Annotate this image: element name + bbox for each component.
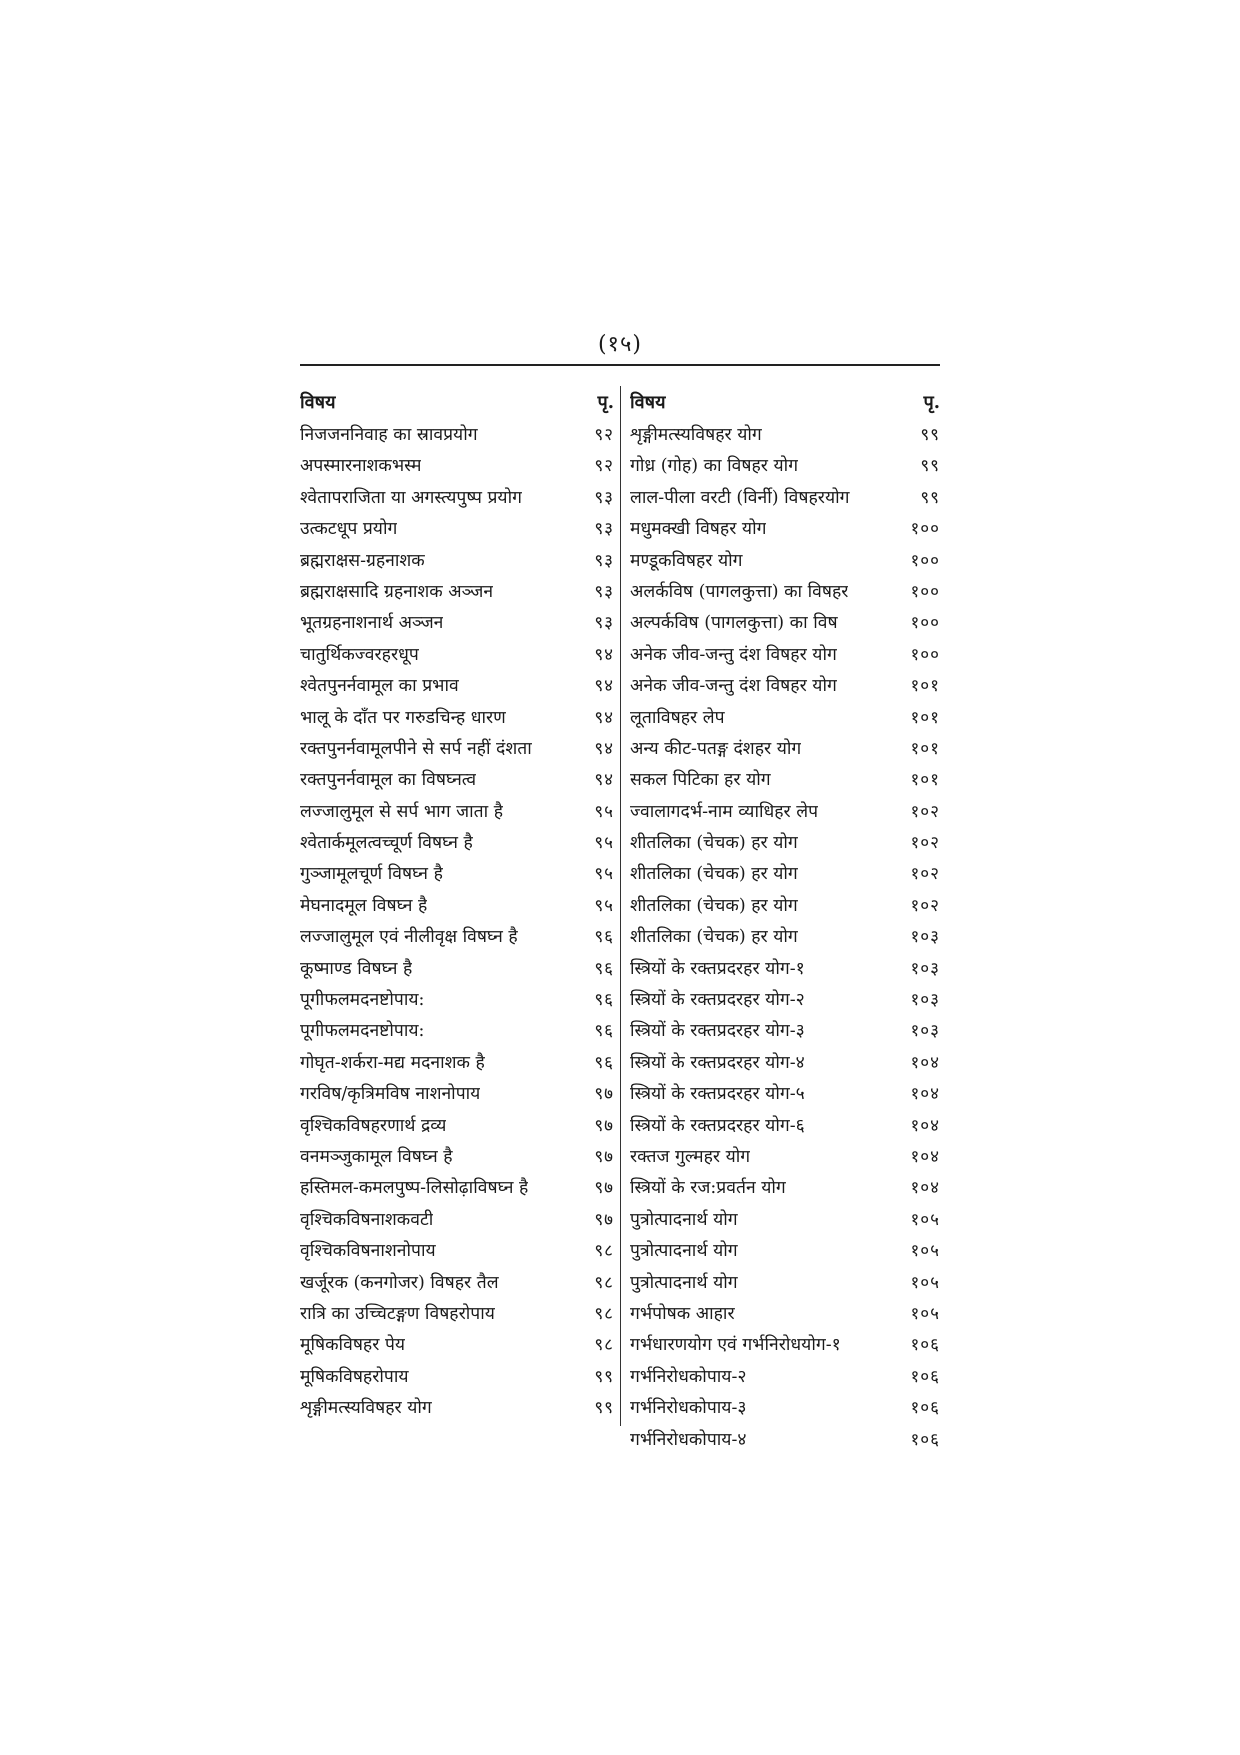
toc-entry — [630, 1016, 940, 1047]
column-header-page: पृ. — [923, 392, 940, 413]
toc-entry-page: ९४ — [594, 770, 614, 791]
toc-entry-title: गर्भधारणयोग एवं गर्भनिरोधयोग-१ — [630, 1335, 841, 1356]
toc-entry — [630, 451, 940, 482]
toc-entry — [300, 1079, 614, 1110]
toc-entry-page: १०४ — [910, 1115, 940, 1136]
toc-entry-page: ९८ — [594, 1335, 614, 1356]
column-divider — [620, 386, 621, 1426]
toc-entry — [300, 859, 614, 890]
toc-entry-title: हस्तिमल-कमलपुष्प-लिसोढ़ाविषघ्न है — [300, 1178, 529, 1199]
toc-entry — [630, 765, 940, 796]
toc-entry — [630, 1048, 940, 1079]
toc-entry-title: स्त्रियों के रज:प्रवर्तन योग — [630, 1178, 786, 1199]
toc-entry-page: १०३ — [910, 990, 940, 1011]
toc-entry — [630, 546, 940, 577]
toc-entry-title: शृङ्गीमत्स्यविषहर योग — [300, 1398, 432, 1419]
toc-entry-title: मूषिकविषहरोपाय — [300, 1366, 409, 1387]
toc-entry — [300, 640, 614, 671]
toc-entry — [630, 1142, 940, 1173]
toc-entry-page: १०२ — [910, 864, 940, 885]
toc-entry — [630, 1362, 940, 1393]
toc-entry-title: शृङ्गीमत्स्यविषहर योग — [630, 425, 762, 445]
toc-entry-title: वनमञ्जुकामूल विषघ्न है — [300, 1146, 453, 1167]
toc-entry-title: अन्य कीट-पतङ्ग दंशहर योग — [630, 738, 802, 759]
toc-entry-page: ९६ — [594, 1021, 614, 1042]
toc-entry — [630, 734, 940, 765]
toc-entry — [630, 1425, 940, 1456]
toc-entry-title: अनेक जीव-जन्तु दंश विषहर योग — [630, 644, 837, 665]
toc-entry-title: शीतलिका (चेचक) हर योग — [630, 895, 798, 916]
toc-entry-title: अनेक जीव-जन्तु दंश विषहर योग — [630, 676, 837, 697]
toc-entry-title: गर्भनिरोधकोपाय-३ — [630, 1398, 747, 1419]
toc-entry-title: मधुमक्खी विषहर योग — [630, 519, 767, 540]
toc-entry-title: शीतलिका (चेचक) हर योग — [630, 864, 798, 885]
toc-entry-title: मेघनादमूल विषघ्न है — [300, 895, 428, 916]
toc-entry-title: खर्जूरक (कनगोजर) विषहर तैल — [300, 1272, 499, 1293]
toc-entry-title: सकल पिटिका हर योग — [630, 770, 771, 791]
toc-entry-title: भालू के दाँत पर गरुडचिन्ह धारण — [300, 707, 506, 728]
toc-entry-title: उत्कटधूप प्रयोग — [300, 519, 398, 540]
toc-entry-title: मण्डूकविषहर योग — [630, 550, 743, 571]
toc-entry — [300, 703, 614, 734]
toc-entry-title: वृश्चिकविषनाशनोपाय — [300, 1241, 436, 1262]
toc-entry-title: गरविष/कृत्रिमविष नाशनोपाय — [300, 1084, 481, 1105]
toc-entry-title: रक्तपुनर्नवामूल का विषघ्नत्व — [300, 770, 477, 791]
toc-entry — [300, 1111, 614, 1142]
toc-entry-page: ९२ — [594, 456, 614, 477]
toc-entry — [300, 1330, 614, 1361]
toc-entry-title: अलर्कविष (पागलकुत्ता) का विषहर — [630, 581, 849, 602]
toc-entry-page: १०३ — [910, 927, 940, 948]
toc-entry-page: ९३ — [594, 613, 614, 634]
toc-entry-page: १०४ — [910, 1178, 940, 1199]
toc-entry-title: स्त्रियों के रक्तप्रदरहर योग-३ — [630, 1021, 805, 1042]
toc-entry-title: अपस्मारनाशकभस्म — [300, 456, 422, 477]
toc-entry-page: ९५ — [594, 801, 614, 822]
column-header-title: विषय — [300, 392, 336, 413]
toc-entry-title: शीतलिका (चेचक) हर योग — [630, 927, 798, 948]
toc-entry — [630, 985, 940, 1016]
right-column-header — [630, 386, 940, 420]
toc-entry-page: १०१ — [910, 738, 940, 759]
toc-entry-page: १०२ — [910, 895, 940, 916]
toc-entry — [630, 954, 940, 985]
toc-entry-page: ९४ — [594, 707, 614, 728]
toc-entry-page: १०२ — [910, 801, 940, 822]
toc-entry — [300, 797, 614, 828]
toc-entry-title: रक्तज गुल्महर योग — [630, 1146, 751, 1167]
toc-entry — [300, 1299, 614, 1330]
toc-entry-page: ९२ — [594, 425, 614, 445]
toc-entry — [300, 577, 614, 608]
toc-entry — [630, 1079, 940, 1110]
toc-entry — [300, 1268, 614, 1299]
toc-entry-page: ९५ — [594, 864, 614, 885]
toc-entry-page: ९९ — [920, 425, 940, 445]
toc-entry-title: मूषिकविषहर पेय — [300, 1335, 406, 1356]
page-number: (१५) — [597, 332, 643, 357]
toc-entry — [630, 1330, 940, 1361]
right-entry-list — [630, 420, 940, 1456]
toc-entry-title: श्वेतार्कमूलत्वच्चूर्ण विषघ्न है — [300, 833, 473, 854]
toc-entry-title: स्त्रियों के रक्तप्रदरहर योग-२ — [630, 990, 805, 1011]
toc-entry-page: ९४ — [594, 676, 614, 697]
toc-entry-page: ९९ — [594, 1366, 614, 1387]
toc-entry — [300, 451, 614, 482]
toc-entry-page: ९७ — [594, 1115, 614, 1136]
toc-entry-page: १०४ — [910, 1084, 940, 1105]
toc-entry-title: स्त्रियों के रक्तप्रदरहर योग-१ — [630, 958, 805, 979]
toc-entry-page: १०४ — [910, 1052, 940, 1073]
toc-entry — [300, 1205, 614, 1236]
toc-entry-page: ९९ — [920, 456, 940, 477]
toc-entry — [300, 922, 614, 953]
toc-entry-title: पुत्रोत्पादनार्थ योग — [630, 1209, 738, 1230]
toc-entry-page: १०६ — [910, 1398, 940, 1419]
toc-entry — [300, 1142, 614, 1173]
toc-entry — [300, 1393, 614, 1424]
toc-entry-page: १०० — [910, 644, 940, 665]
toc-entry-title: चातुर्थिकज्वरहरधूप — [300, 644, 419, 665]
toc-entry-page: ९५ — [594, 895, 614, 916]
toc-entry-page: ९९ — [920, 487, 940, 508]
toc-entry-page: ९८ — [594, 1241, 614, 1262]
toc-entry — [630, 514, 940, 545]
toc-entry-page: ९६ — [594, 990, 614, 1011]
toc-entry-title: श्वेतपुनर्नवामूल का प्रभाव — [300, 676, 459, 697]
toc-entry — [300, 954, 614, 985]
toc-entry-page: ९३ — [594, 487, 614, 508]
toc-entry-title: ब्रह्मराक्षसादि ग्रहनाशक अञ्जन — [300, 581, 494, 602]
toc-entry — [630, 1205, 940, 1236]
toc-entry-title: शीतलिका (चेचक) हर योग — [630, 833, 798, 854]
toc-entry — [630, 1236, 940, 1267]
toc-entry-page: ९७ — [594, 1084, 614, 1105]
toc-entry — [300, 1048, 614, 1079]
toc-entry-page: ९७ — [594, 1209, 614, 1230]
toc-entry — [630, 671, 940, 702]
toc-entry — [630, 828, 940, 859]
toc-entry — [630, 859, 940, 890]
toc-entry — [300, 546, 614, 577]
left-column-header — [300, 386, 614, 420]
toc-entry-title: स्त्रियों के रक्तप्रदरहर योग-६ — [630, 1115, 805, 1136]
toc-entry — [300, 671, 614, 702]
toc-entry-page: ९९ — [594, 1398, 614, 1419]
toc-entry — [300, 1016, 614, 1047]
toc-entry-title: लूताविषहर लेप — [630, 707, 725, 728]
toc-entry-title: गोघृत-शर्करा-मद्य मदनाशक है — [300, 1052, 485, 1073]
toc-entry-page: १०२ — [910, 833, 940, 854]
toc-entry-page: ९८ — [594, 1272, 614, 1293]
right-column — [630, 386, 940, 1450]
toc-entry — [300, 1362, 614, 1393]
left-entry-list — [300, 420, 614, 1425]
toc-entry-title: वृश्चिकविषहरणार्थ द्रव्य — [300, 1115, 447, 1136]
toc-entry-page: ९६ — [594, 927, 614, 948]
toc-entry-title: गर्भपोषक आहार — [630, 1303, 735, 1324]
toc-entry-page: १०५ — [910, 1241, 940, 1262]
toc-entry-page: १०० — [910, 581, 940, 602]
toc-entry-page: १०३ — [910, 958, 940, 979]
toc-entry-page: १०३ — [910, 1021, 940, 1042]
toc-entry — [300, 1173, 614, 1204]
toc-entry-title: कूष्माण्ड विषघ्न है — [300, 958, 413, 979]
toc-entry-page: १०६ — [910, 1335, 940, 1356]
toc-entry-page: ९४ — [594, 738, 614, 759]
toc-entry-page: १०६ — [910, 1429, 940, 1450]
toc-entry-page: १०६ — [910, 1366, 940, 1387]
toc-entry-page: १०४ — [910, 1146, 940, 1167]
toc-entry-page: १०१ — [910, 676, 940, 697]
toc-entry-page: १०० — [910, 519, 940, 540]
toc-entry-title: लज्जालुमूल एवं नीलीवृक्ष विषघ्न है — [300, 927, 518, 948]
toc-entry-title: लाल-पीला वरटी (विर्नी) विषहरयोग — [630, 487, 850, 508]
toc-entry-title: ज्वालागदर्भ-नाम व्याधिहर लेप — [630, 801, 819, 822]
toc-entry-title: गर्भनिरोधकोपाय-२ — [630, 1366, 747, 1387]
toc-entry-title: रक्तपुनर्नवामूलपीने से सर्प नहीं दंशता — [300, 738, 532, 759]
toc-entry — [300, 734, 614, 765]
toc-entry-title: निजजननिवाह का स्रावप्रयोग — [300, 425, 478, 445]
toc-entry — [630, 1173, 940, 1204]
toc-entry-page: १०१ — [910, 707, 940, 728]
toc-entry — [300, 765, 614, 796]
toc-entry — [630, 608, 940, 639]
toc-entry — [300, 891, 614, 922]
toc-entry — [630, 1268, 940, 1299]
toc-entry-page: ९७ — [594, 1178, 614, 1199]
toc-entry-title: श्वेतापराजिता या अगस्त्यपुष्प प्रयोग — [300, 487, 522, 508]
toc-entry-title: भूतग्रहनाशनार्थ अञ्जन — [300, 613, 444, 634]
toc-entry — [630, 577, 940, 608]
toc-entry-page: १०५ — [910, 1209, 940, 1230]
toc-entry-page: ९६ — [594, 958, 614, 979]
toc-entry — [630, 1393, 940, 1424]
toc-entry-title: स्त्रियों के रक्तप्रदरहर योग-४ — [630, 1052, 805, 1073]
toc-entry-page: १०१ — [910, 770, 940, 791]
toc-entry-title: स्त्रियों के रक्तप्रदरहर योग-५ — [630, 1084, 805, 1105]
toc-entry-page: १०० — [910, 550, 940, 571]
toc-entry — [630, 420, 940, 451]
toc-entry-title: रात्रि का उच्चिटङ्गण विषहरोपाय — [300, 1303, 495, 1324]
toc-entry — [630, 891, 940, 922]
toc-entry-title: पूगीफलमदनष्टोपाय: — [300, 1021, 425, 1042]
toc-entry-page: ९३ — [594, 581, 614, 602]
toc-entry-page: ९८ — [594, 1303, 614, 1324]
toc-entry — [300, 514, 614, 545]
toc-entry-page: १०० — [910, 613, 940, 634]
toc-entry — [630, 640, 940, 671]
toc-entry-page: ९३ — [594, 519, 614, 540]
toc-entry-page: ९३ — [594, 550, 614, 571]
toc-entry-page: १०५ — [910, 1272, 940, 1293]
toc-entry-title: ब्रह्मराक्षस-ग्रहनाशक — [300, 550, 425, 571]
table-of-contents — [300, 386, 940, 1450]
toc-entry — [300, 483, 614, 514]
toc-entry — [630, 797, 940, 828]
toc-entry — [630, 703, 940, 734]
toc-entry — [630, 483, 940, 514]
header-rule — [300, 364, 940, 366]
toc-entry-page: ९५ — [594, 833, 614, 854]
toc-entry — [300, 985, 614, 1016]
left-column — [300, 386, 614, 1426]
toc-entry — [630, 1299, 940, 1330]
toc-entry-title: अल्पर्कविष (पागलकुत्ता) का विष — [630, 613, 838, 634]
toc-entry — [630, 1111, 940, 1142]
column-header-title: विषय — [630, 392, 666, 413]
toc-entry-page: ९४ — [594, 644, 614, 665]
toc-entry — [300, 828, 614, 859]
column-header-page: पृ. — [597, 392, 614, 413]
toc-entry-page: १०५ — [910, 1303, 940, 1324]
toc-entry-title: पुत्रोत्पादनार्थ योग — [630, 1272, 738, 1293]
toc-entry-title: वृश्चिकविषनाशकवटी — [300, 1209, 434, 1230]
toc-entry-title: पूगीफलमदनष्टोपाय: — [300, 990, 425, 1011]
toc-entry-title: गुञ्जामूलचूर्ण विषघ्न है — [300, 864, 443, 885]
toc-entry — [300, 608, 614, 639]
toc-entry — [300, 420, 614, 451]
toc-entry — [300, 1236, 614, 1267]
toc-entry-title: गोध्र (गोह) का विषहर योग — [630, 456, 799, 477]
toc-entry-title: लज्जालुमूल से सर्प भाग जाता है — [300, 801, 504, 822]
toc-entry — [630, 922, 940, 953]
toc-entry-title: गर्भनिरोधकोपाय-४ — [630, 1429, 747, 1450]
toc-entry-page: ९७ — [594, 1146, 614, 1167]
toc-entry-title: पुत्रोत्पादनार्थ योग — [630, 1241, 738, 1262]
toc-entry-page: ९६ — [594, 1052, 614, 1073]
